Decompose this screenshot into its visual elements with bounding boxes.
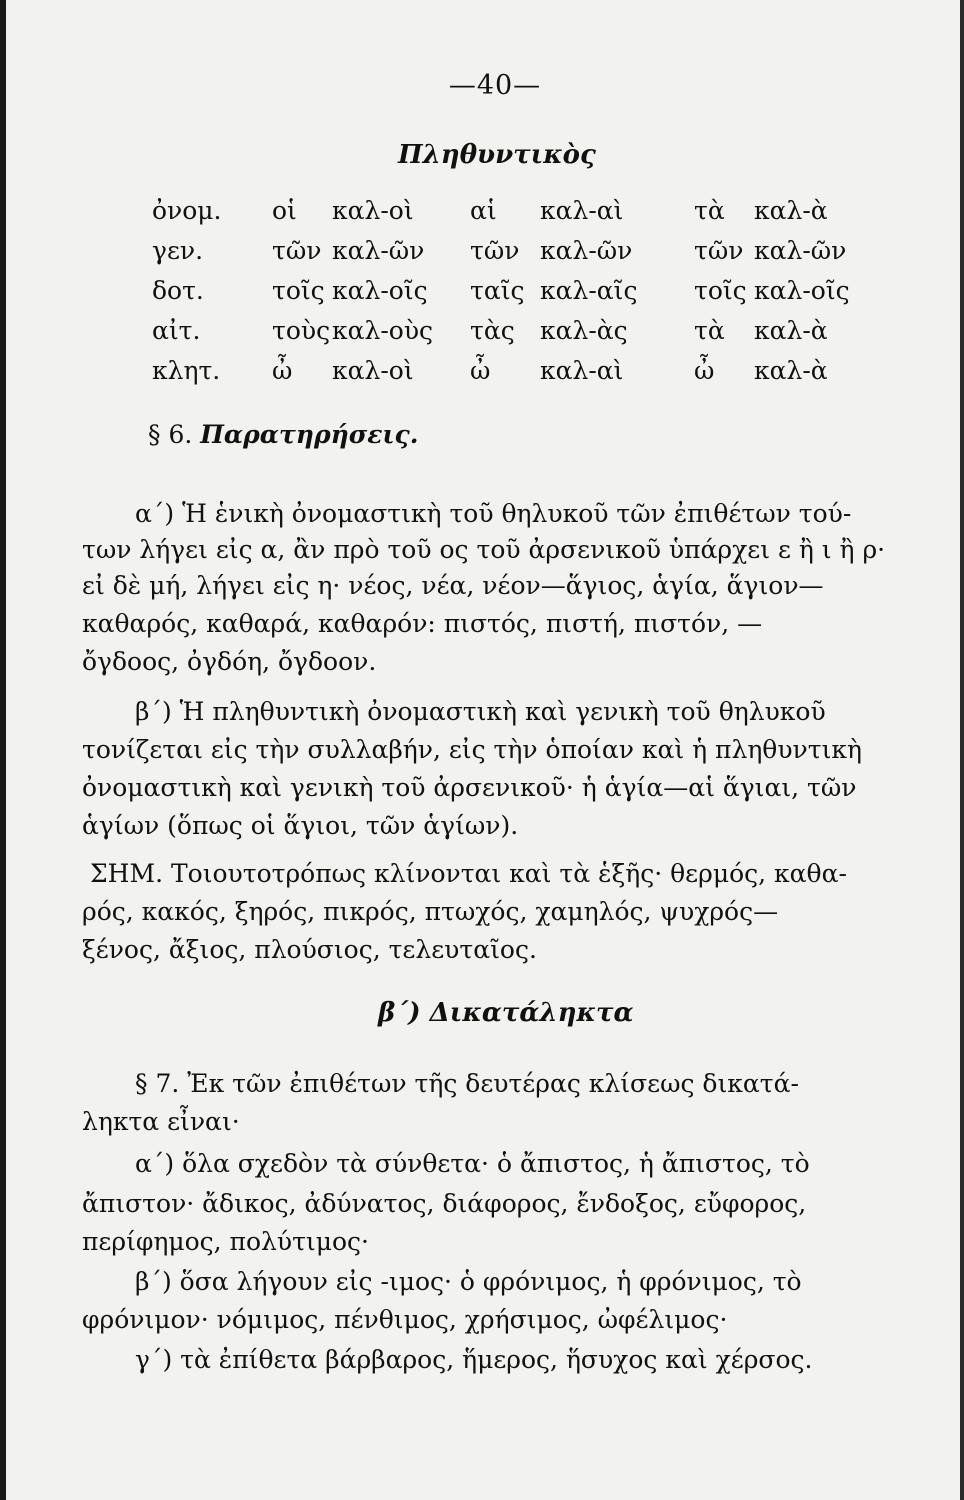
fem-article: ταῖς [470, 276, 525, 305]
masc-form: καλ-οὶ [332, 356, 414, 385]
fem-article: αἱ [470, 196, 497, 225]
text-line: περίφημος, πολύτιμος· [82, 1227, 369, 1256]
case-label: δοτ. [152, 276, 204, 305]
page-edge-right [960, 0, 964, 1500]
masc-article: τοὺς [272, 316, 331, 345]
masc-article: ὦ [272, 356, 293, 385]
note-line: ΣΗΜ. Τοιουτοτρόπως κλίνονται καὶ τὰ ἑξῆς· θερμός, καθα- [90, 859, 847, 888]
masc-form: καλ-οῖς [332, 276, 428, 305]
text-line: των λήγει εἰς α, ἂν πρὸ τοῦ ος τοῦ ἀρσενικοῦ ὑπάρχει ε ἢ ι ἢ ρ· [82, 535, 886, 564]
fem-form: καλ-αὶ [540, 196, 624, 225]
page-number: —40— [448, 70, 542, 101]
table-row [152, 356, 872, 396]
text-line: ληκτα εἶναι· [82, 1107, 240, 1136]
text-line: β΄) Ἡ πληθυντικὴ ὀνομαστικὴ καὶ γενικὴ τοῦ θηλυκοῦ [135, 697, 826, 726]
neut-form: καλ-ὰ [754, 356, 828, 385]
text-line: ὄγδοος, ὀγδόη, ὄγδοον. [82, 647, 377, 676]
neut-form: καλ-ὰ [754, 316, 828, 345]
masc-article: οἱ [272, 196, 297, 225]
case-label: ὀνομ. [152, 196, 222, 225]
text-line: ὀνομαστικὴ καὶ γενικὴ τοῦ ἀρσενικοῦ· ἡ ἁγία—αἱ ἅγιαι, τῶν [82, 773, 857, 802]
neut-form: καλ-οῖς [754, 276, 850, 305]
case-label: αἰτ. [152, 316, 201, 345]
heading-plural: Πληθυντικὸς [398, 140, 596, 170]
text-line: β΄) ὅσα λήγουν εἰς -ιμος· ὁ φρόνιμος, ἡ φρόνιμος, τὸ [135, 1267, 802, 1296]
section-title: Παρατηρήσεις. [200, 420, 419, 449]
fem-form: καλ-ὰς [540, 316, 628, 345]
text-line: § 7. Ἐκ τῶν ἐπιθέτων τῆς δευτέρας κλίσεως δικατά- [135, 1069, 799, 1098]
case-label: γεν. [152, 236, 204, 265]
note-line: ρός, κακός, ξηρός, πικρός, πτωχός, χαμηλός, ψυχρός— [82, 897, 779, 926]
masc-form: καλ-οὶ [332, 196, 414, 225]
text-line: ἄπιστον· ἄδικος, ἀδύνατος, διάφορος, ἔνδοξος, εὔφορος, [82, 1189, 807, 1218]
heading-dikatalikta: β΄) Δικατάληκτα [378, 998, 634, 1028]
fem-form: καλ-αὶ [540, 356, 624, 385]
masc-article: τῶν [272, 236, 322, 265]
fem-article: τῶν [470, 236, 520, 265]
text-line: α΄) ὅλα σχεδὸν τὰ σύνθετα· ὁ ἄπιστος, ἡ ἄπιστος, τὸ [135, 1149, 810, 1178]
neut-article: τῶν [694, 236, 744, 265]
table-row [152, 236, 872, 276]
neut-article: τοῖς [694, 276, 747, 305]
text-line: γ΄) τὰ ἐπίθετα βάρβαρος, ἥμερος, ἥσυχος καὶ χέρσος. [135, 1345, 813, 1374]
text-line: ἁγίων (ὅπως οἱ ἅγιοι, τῶν ἁγίων). [82, 811, 519, 840]
text-line: φρόνιμον· νόμιμος, πένθιμος, χρήσιμος, ὠφέλιμος· [82, 1305, 728, 1334]
fem-form: καλ-ῶν [540, 236, 633, 265]
table-row [152, 196, 872, 236]
neut-form: καλ-ῶν [754, 236, 847, 265]
neut-article: ὦ [694, 356, 715, 385]
fem-article: τὰς [470, 316, 515, 345]
section-6-heading [148, 420, 418, 449]
neut-article: τὰ [694, 196, 725, 225]
text-line: καθαρός, καθαρά, καθαρόν: πιστός, πιστή, πιστόν, — [82, 609, 763, 638]
neut-form: καλ-ὰ [754, 196, 828, 225]
text-line: τονίζεται εἰς τὴν συλλαβήν, εἰς τὴν ὁποίαν καὶ ἡ πληθυντικὴ [82, 735, 862, 764]
table-row [152, 316, 872, 356]
fem-form: καλ-αῖς [540, 276, 638, 305]
fem-article: ὦ [470, 356, 491, 385]
text-line: α΄) Ἡ ἑνικὴ ὀνομαστικὴ τοῦ θηλυκοῦ τῶν ἐπιθέτων τού- [135, 499, 852, 528]
case-label: κλητ. [152, 356, 221, 385]
masc-form: καλ-οὺς [332, 316, 434, 345]
table-row [152, 276, 872, 316]
text-line: εἰ δὲ μή, λήγει εἰς η· νέος, νέα, νέον—ἅγιος, ἁγία, ἅγιον— [82, 571, 824, 600]
masc-article: τοῖς [272, 276, 325, 305]
page-edge-left [0, 0, 6, 1500]
neut-article: τὰ [694, 316, 725, 345]
section-number: § 6. [148, 420, 193, 449]
note-line: ξένος, ἄξιος, πλούσιος, τελευταῖος. [82, 935, 537, 964]
masc-form: καλ-ῶν [332, 236, 425, 265]
